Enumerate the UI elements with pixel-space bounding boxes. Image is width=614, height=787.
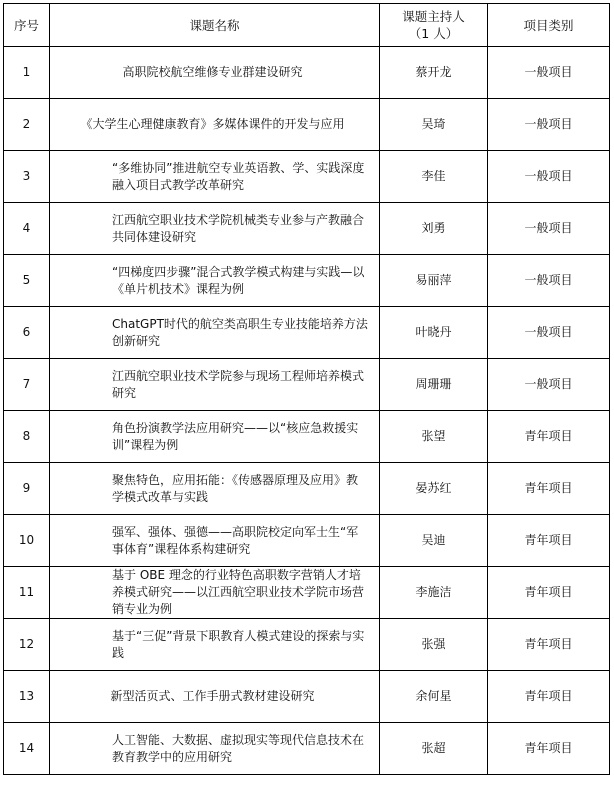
row-type: 青年项目 [488,515,610,567]
row-title: 江西航空职业技术学院机械类专业参与产教融合共同体建设研究 [50,203,380,255]
row-no: 4 [4,203,50,255]
row-host: 李佳 [380,151,488,203]
row-title: 高职院校航空维修专业群建设研究 [50,47,380,99]
row-no: 10 [4,515,50,567]
row-no: 8 [4,411,50,463]
row-type: 青年项目 [488,619,610,671]
table-row [4,723,610,775]
row-type: 青年项目 [488,411,610,463]
row-title: ChatGPT时代的航空类高职生专业技能培养方法创新研究 [50,307,380,359]
table-row [4,463,610,515]
row-no: 5 [4,255,50,307]
row-title: 《大学生心理健康教育》多媒体课件的开发与应用 [50,99,380,151]
row-type: 一般项目 [488,307,610,359]
row-host: 叶晓丹 [380,307,488,359]
table-row [4,671,610,723]
row-host: 张超 [380,723,488,775]
row-no: 14 [4,723,50,775]
row-type: 一般项目 [488,359,610,411]
row-host: 吴迪 [380,515,488,567]
row-no: 6 [4,307,50,359]
header-type: 项目类别 [488,4,610,47]
table-row [4,411,610,463]
table-row [4,359,610,411]
row-host: 张望 [380,411,488,463]
row-title: 聚焦特色，应用拓能：《传感器原理及应用》教学模式改革与实践 [50,463,380,515]
row-type: 一般项目 [488,151,610,203]
table-row [4,203,610,255]
table-row [4,619,610,671]
header-host-line2: （1 人） [408,26,459,41]
row-host: 周珊珊 [380,359,488,411]
row-no: 12 [4,619,50,671]
row-host: 蔡开龙 [380,47,488,99]
row-host: 吴琦 [380,99,488,151]
table-row [4,307,610,359]
row-host: 刘勇 [380,203,488,255]
row-host: 余何星 [380,671,488,723]
header-host-line1: 课题主持人 [402,9,465,24]
row-title: 人工智能、大数据、虚拟现实等现代信息技术在教育教学中的应用研究 [50,723,380,775]
row-type: 一般项目 [488,99,610,151]
table-row [4,567,610,619]
header-title: 课题名称 [50,4,380,47]
row-title: “多维协同”推进航空专业英语教、学、实践深度融入项目式教学改革研究 [50,151,380,203]
header-no: 序号 [4,4,50,47]
row-title: 角色扮演教学法应用研究——以“核应急救援实训”课程为例 [50,411,380,463]
row-no: 9 [4,463,50,515]
row-host: 李施洁 [380,567,488,619]
project-table [3,3,610,775]
row-host: 晏苏红 [380,463,488,515]
row-type: 一般项目 [488,203,610,255]
row-no: 13 [4,671,50,723]
row-title: 基于 OBE 理念的行业特色高职数字营销人才培养模式研究——以江西航空职业技术学院市场营销专业为例 [50,567,380,619]
header-host [380,4,488,47]
row-type: 青年项目 [488,463,610,515]
row-no: 11 [4,567,50,619]
row-no: 1 [4,47,50,99]
row-type: 一般项目 [488,47,610,99]
row-title: 强军、强体、强德——高职院校定向军士生“军事体育”课程体系构建研究 [50,515,380,567]
table-row [4,515,610,567]
row-type: 一般项目 [488,255,610,307]
table-row [4,151,610,203]
table-row [4,47,610,99]
row-type: 青年项目 [488,723,610,775]
row-title: 江西航空职业技术学院参与现场工程师培养模式研究 [50,359,380,411]
row-host: 易丽萍 [380,255,488,307]
header-row [4,4,610,47]
row-title: 新型活页式、工作手册式教材建设研究 [50,671,380,723]
table-row [4,255,610,307]
row-no: 7 [4,359,50,411]
row-title: 基于“三促”背景下职教育人模式建设的探索与实践 [50,619,380,671]
row-title: “四梯度四步骤”混合式教学模式构建与实践—以《单片机技术》课程为例 [50,255,380,307]
table-row [4,99,610,151]
row-type: 青年项目 [488,671,610,723]
row-no: 3 [4,151,50,203]
row-no: 2 [4,99,50,151]
row-host: 张强 [380,619,488,671]
row-type: 青年项目 [488,567,610,619]
